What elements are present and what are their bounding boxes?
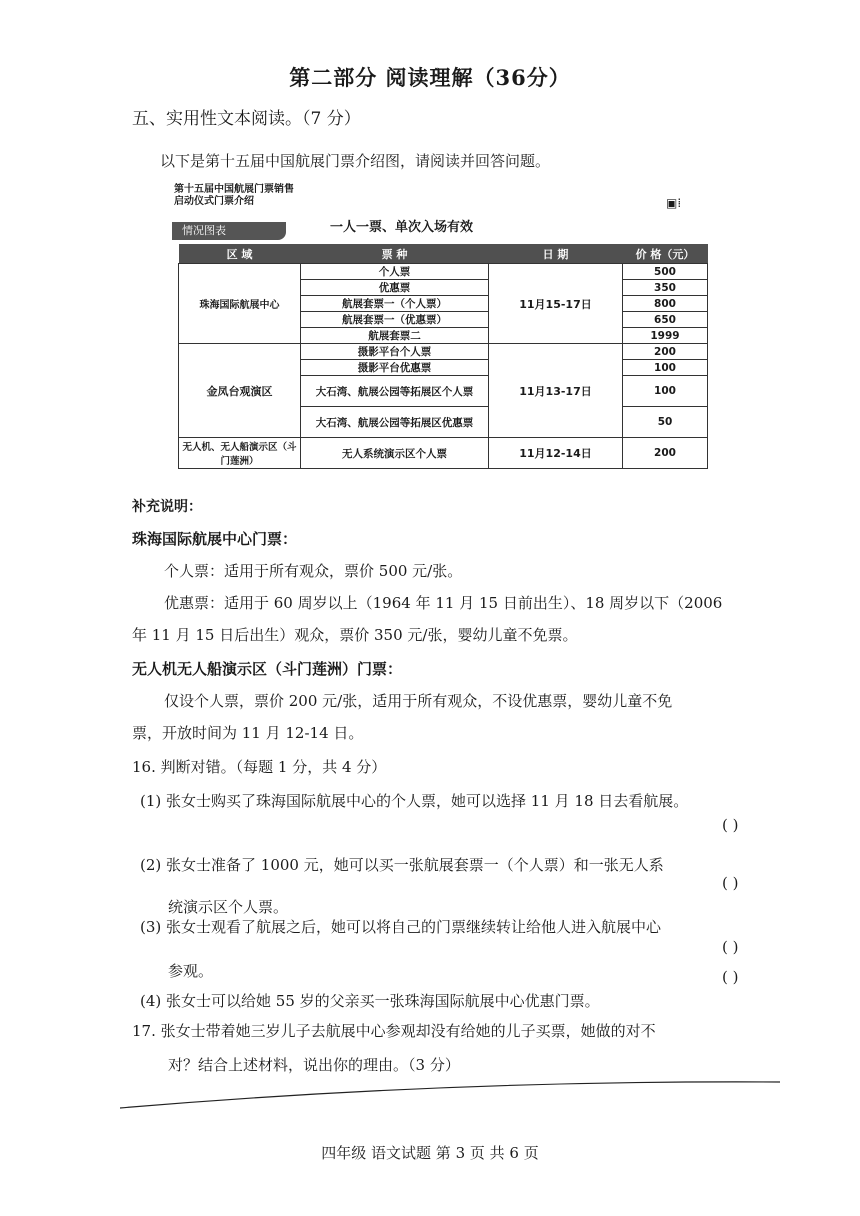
price-cell: 350 — [623, 280, 708, 296]
type-cell: 个人票 — [301, 264, 489, 280]
zhuhai-discount-text: 优惠票：适用于 60 周岁以上（1964 年 11 月 15 日前出生）、18 周岁以下（2006 — [164, 594, 723, 612]
ticket-image-header — [174, 184, 294, 208]
type-cell: 航展套票一（个人票） — [301, 296, 489, 312]
part-title: 第二部分 阅读理解（36分） — [289, 65, 571, 90]
area-cell: 金凤台观演区 — [179, 344, 301, 438]
type-cell: 优惠票 — [301, 280, 489, 296]
type-cell: 摄影平台优惠票 — [301, 360, 489, 376]
zhuhai-discount-text-cont: 年 11 月 15 日后出生）观众，票价 350 元/张，婴幼儿童不免票。 — [132, 626, 578, 644]
section-title: 五、实用性文本阅读。（7 分） — [132, 109, 361, 129]
intro-text: 以下是第十五届中国航展门票介绍图，请阅读并回答问题。 — [160, 152, 551, 170]
price-cell: 500 — [623, 264, 708, 280]
type-cell: 航展套票一（优惠票） — [301, 312, 489, 328]
answer-blank-2[interactable]: ( ) — [722, 874, 739, 892]
q16-item-3: (3) 张女士观看了航展之后，她可以将自己的门票继续转让给他人进入航展中心 — [140, 918, 662, 936]
drone-text-cont: 票，开放时间为 11 月 12-14 日。 — [132, 724, 364, 742]
q16-item-3-cont: 参观。 — [168, 962, 214, 980]
answer-blank-3[interactable]: ( ) — [722, 938, 739, 956]
answer-blank-4[interactable]: ( ) — [722, 968, 739, 986]
answer-blank-1[interactable]: ( ) — [722, 816, 739, 834]
ticket-image-header-line2: 启动仪式门票介绍 — [174, 196, 254, 207]
chart-tag: 情况图表 — [172, 222, 286, 240]
zhuhai-heading: 珠海国际航展中心门票： — [132, 530, 298, 548]
area-cell: 无人机、无人船演示区（斗门莲洲） — [179, 438, 301, 469]
page-footer: 四年级 语文试题 第 3 页 共 6 页 — [321, 1144, 539, 1162]
price-cell: 650 — [623, 312, 708, 328]
ticket-rule: 一人一票、单次入场有效 — [330, 220, 474, 235]
footer-divider — [120, 1080, 780, 1110]
col-area: 区 域 — [179, 244, 301, 264]
price-cell: 1999 — [623, 328, 708, 344]
type-cell: 航展套票二 — [301, 328, 489, 344]
col-price: 价 格（元） — [623, 244, 708, 264]
area-cell: 珠海国际航展中心 — [179, 264, 301, 344]
ticket-image-header-line1: 第十五届中国航展门票销售 — [174, 184, 294, 195]
price-cell: 800 — [623, 296, 708, 312]
col-type: 票 种 — [301, 244, 489, 264]
q17-text-cont: 对？结合上述材料，说出你的理由。（3 分） — [168, 1056, 460, 1074]
drone-heading: 无人机无人船演示区（斗门莲洲）门票： — [132, 660, 403, 678]
col-date: 日 期 — [489, 244, 623, 264]
zhuhai-personal-text: 个人票：适用于所有观众，票价 500 元/张。 — [164, 562, 463, 580]
date-cell: 11月13-17日 — [489, 344, 623, 438]
type-cell: 摄影平台个人票 — [301, 344, 489, 360]
drone-text: 仅设个人票，票价 200 元/张，适用于所有观众，不设优惠票，婴幼儿童不免 — [164, 692, 673, 710]
price-cell: 50 — [623, 407, 708, 438]
type-cell: 大石湾、航展公园等拓展区个人票 — [301, 376, 489, 407]
price-cell: 200 — [623, 438, 708, 469]
type-cell: 大石湾、航展公园等拓展区优惠票 — [301, 407, 489, 438]
price-cell: 100 — [623, 376, 708, 407]
date-cell: 11月15-17日 — [489, 264, 623, 344]
ticket-table — [178, 244, 708, 469]
supplement-heading: 补充说明： — [132, 499, 202, 515]
q16-item-1: (1) 张女士购买了珠海国际航展中心的个人票，她可以选择 11 月 18 日去看航展。 — [140, 792, 689, 810]
q16-title: 16. 判断对错。（每题 1 分，共 4 分） — [132, 758, 387, 776]
q16-item-4: (4) 张女士可以给她 55 岁的父亲买一张珠海国际航展中心优惠门票。 — [140, 992, 600, 1010]
type-cell: 无人系统演示区个人票 — [301, 438, 489, 469]
date-cell: 11月12-14日 — [489, 438, 623, 469]
price-cell: 100 — [623, 360, 708, 376]
q17-text: 17. 张女士带着她三岁儿子去航展中心参观却没有给她的儿子买票，她做的对不 — [132, 1022, 656, 1040]
q16-item-2-cont: 统演示区个人票。 — [168, 898, 289, 916]
q16-item-2: (2) 张女士准备了 1000 元，她可以买一张航展套票一（个人票）和一张无人系 — [140, 856, 664, 874]
price-cell: 200 — [623, 344, 708, 360]
logo-icon: ▣⁞ — [666, 196, 682, 210]
